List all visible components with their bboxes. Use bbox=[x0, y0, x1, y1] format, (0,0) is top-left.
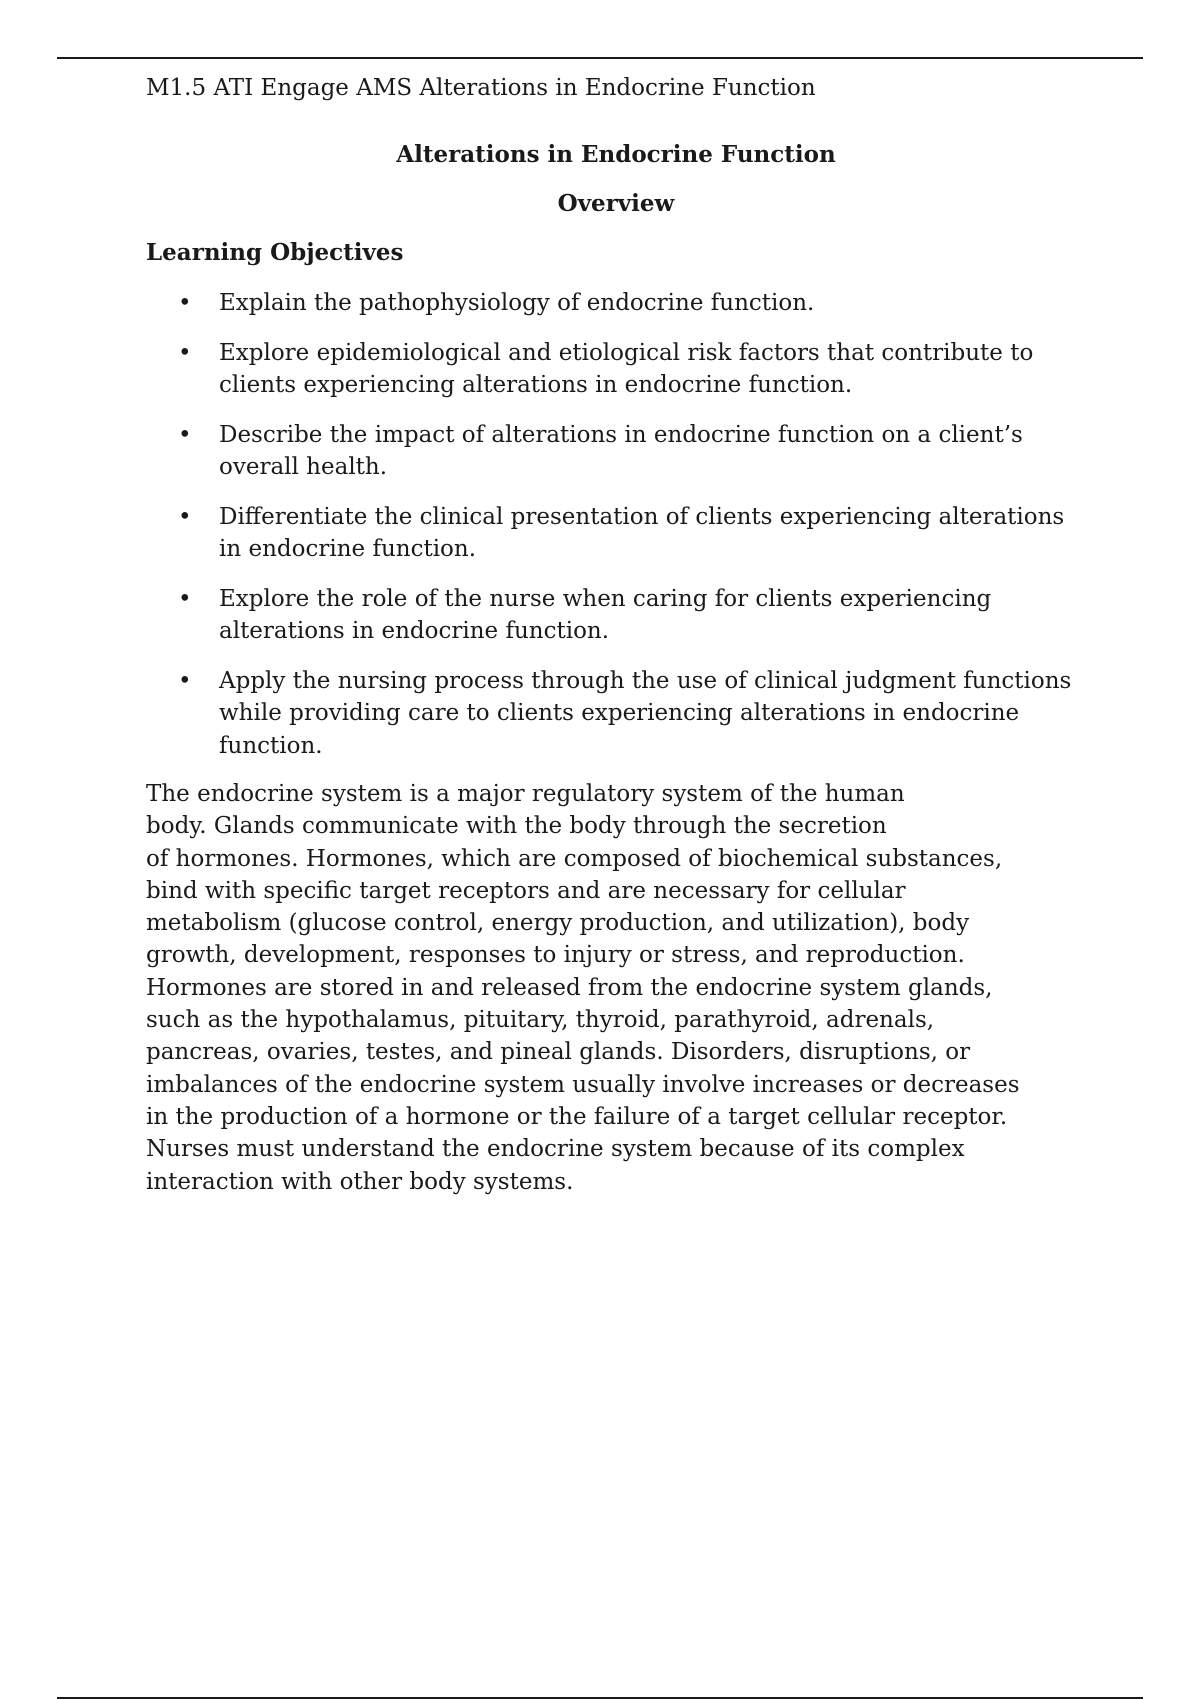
objective-text: Explore epidemiological and etiological risk factors that contribute to clients experiencing alterations in endocrine function. bbox=[219, 339, 1034, 398]
objective-item bbox=[146, 337, 1086, 402]
paragraph-line: of hormones. Hormones, which are composed of biochemical substances, bbox=[146, 845, 1003, 872]
paragraph-line: Nurses must understand the endocrine system because of its complex bbox=[146, 1136, 965, 1163]
objective-text: Describe the impact of alterations in endocrine function on a client’s overall health. bbox=[219, 421, 1023, 480]
paragraph-line: metabolism (glucose control, energy production, and utilization), body bbox=[146, 910, 970, 937]
bottom-rule bbox=[57, 1697, 1143, 1699]
objective-text: Explain the pathophysiology of endocrine function. bbox=[219, 290, 815, 316]
bullet-icon: • bbox=[178, 667, 192, 694]
bullet-icon: • bbox=[178, 503, 192, 530]
paragraph-line: interaction with other body systems. bbox=[146, 1168, 574, 1195]
paragraph-line: bind with specific target receptors and are necessary for cellular bbox=[146, 877, 906, 904]
paragraph-line: The endocrine system is a major regulatory system of the human bbox=[146, 781, 905, 807]
objective-item bbox=[146, 287, 1086, 320]
objective-item bbox=[146, 501, 1086, 566]
document-subtitle: Overview bbox=[557, 190, 675, 217]
paragraph-line: pancreas, ovaries, testes, and pineal glands. Disorders, disruptions, or bbox=[146, 1039, 971, 1066]
bullet-icon: • bbox=[178, 290, 192, 316]
learning-objectives-heading: Learning Objectives bbox=[146, 239, 404, 266]
document-header: M1.5 ATI Engage AMS Alterations in Endocrine Function bbox=[146, 75, 816, 101]
paragraph-line: growth, development, responses to injury or stress, and reproduction. bbox=[146, 942, 965, 969]
document-page bbox=[146, 73, 1086, 1198]
paragraph-line: in the production of a hormone or the failure of a target cellular receptor. bbox=[146, 1103, 1008, 1130]
bullet-icon: • bbox=[178, 421, 192, 448]
document-title: Alterations in Endocrine Function bbox=[396, 141, 836, 168]
objective-text: Explore the role of the nurse when caring for clients experiencing alterations in endocrine function. bbox=[219, 585, 992, 644]
objective-item bbox=[146, 419, 1086, 484]
overview-paragraph bbox=[146, 778, 1086, 1198]
objective-text: Apply the nursing process through the use of clinical judgment functions while providing care to clients experiencing alterations in endocrine function. bbox=[219, 667, 1072, 759]
bullet-icon: • bbox=[178, 339, 192, 366]
top-rule bbox=[57, 57, 1143, 59]
objective-item bbox=[146, 665, 1086, 763]
objective-item bbox=[146, 583, 1086, 648]
paragraph-line: such as the hypothalamus, pituitary, thyroid, parathyroid, adrenals, bbox=[146, 1007, 935, 1034]
paragraph-line: Hormones are stored in and released from the endocrine system glands, bbox=[146, 974, 993, 1001]
learning-objectives-list bbox=[146, 287, 1086, 762]
bullet-icon: • bbox=[178, 585, 192, 612]
paragraph-line: body. Glands communicate with the body through the secretion bbox=[146, 813, 887, 840]
paragraph-line: imbalances of the endocrine system usually involve increases or decreases bbox=[146, 1071, 1020, 1098]
objective-text: Differentiate the clinical presentation of clients experiencing alterations in endocrine function. bbox=[219, 503, 1065, 562]
